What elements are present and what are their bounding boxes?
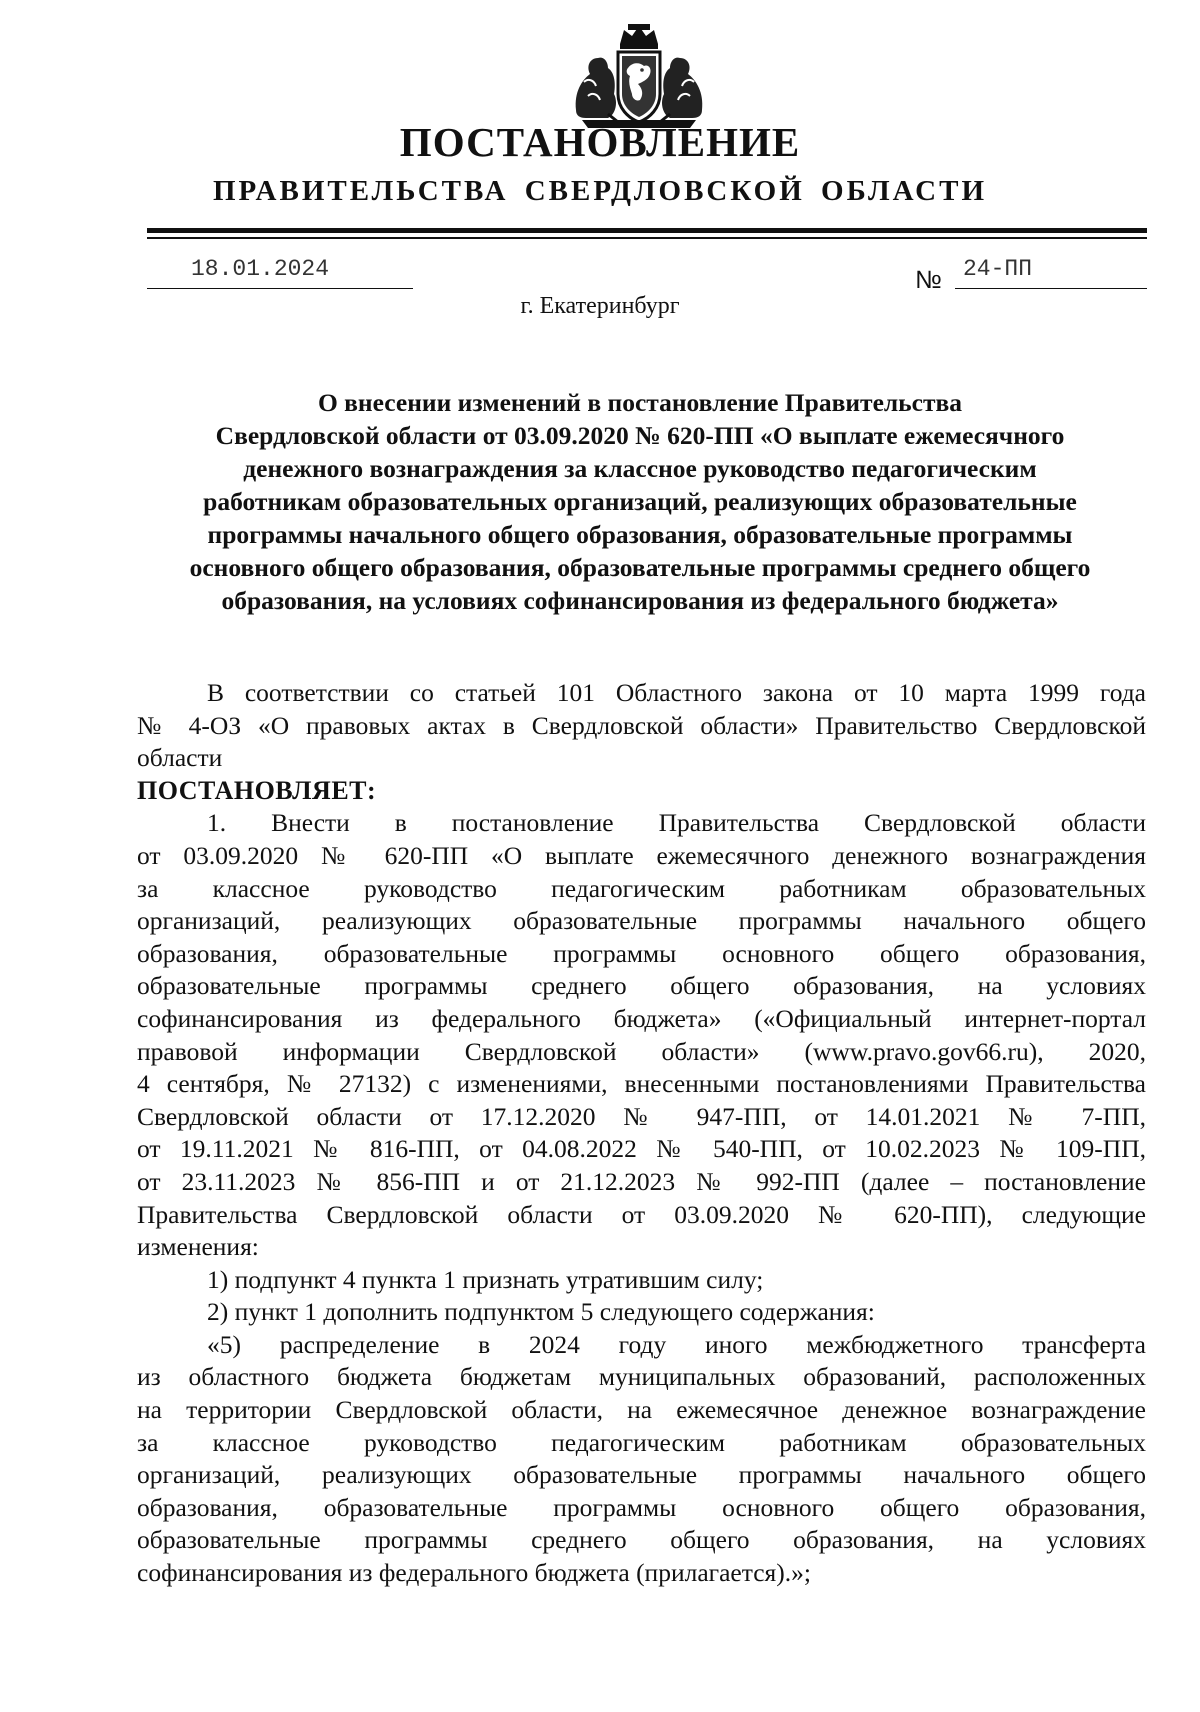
document-body — [137, 677, 1146, 1590]
resolves-heading: ПОСТАНОВЛЯЕТ: — [137, 775, 377, 805]
item-1-line: Свердловской области от 17.12.2020 № 947-ПП, от 14.01.2021 № 7-ПП, — [137, 1101, 1146, 1131]
quote-line: софинансирования из федерального бюджета (прилагается).»; — [137, 1558, 811, 1588]
document-type: ПОСТАНОВЛЕНИЕ — [399, 119, 801, 165]
date-field — [147, 254, 413, 289]
item-1-line: организаций, реализующих образовательные программы начального общего — [137, 906, 1146, 936]
number-sign: № — [915, 266, 942, 294]
subitem-2: 2) пункт 1 дополнить подпунктом 5 следующего содержания: — [207, 1297, 875, 1327]
item-1-line: изменения: — [137, 1232, 259, 1262]
quote-line: образовательные программы среднего общего образования, на условиях — [137, 1525, 1146, 1555]
number-field — [955, 254, 1147, 289]
item-1-line: от 03.09.2020 № 620-ПП «О выплате ежемесячного денежного вознаграждения — [137, 840, 1146, 870]
quote-line: из областного бюджета бюджетам муниципальных образований, расположенных — [137, 1362, 1146, 1392]
quote-line: «5) распределение в 2024 году иного межбюджетного трансферта — [207, 1329, 1146, 1359]
item-1-line: за классное руководство педагогическим работникам образовательных — [137, 873, 1146, 903]
coat-of-arms-icon — [568, 22, 710, 132]
title-line: основного общего образования, образовательные программы среднего общего — [189, 553, 1091, 582]
title-line: программы начального общего образования, образовательные программы — [207, 520, 1073, 549]
title-line: О внесении изменений в постановление Правительства — [317, 388, 963, 417]
quoted-subitem-5 — [137, 1329, 1146, 1590]
document-number: 24-ПП — [963, 256, 1033, 282]
item-1-line: правовой информации Свердловской области» (www.pravo.gov66.ru), 2020, — [137, 1036, 1146, 1066]
item-1 — [137, 807, 1146, 1263]
preamble — [137, 677, 1146, 775]
item-1-line: от 19.11.2021 № 816-ПП, от 04.08.2022 № 540-ПП, от 10.02.2023 № 109-ПП, — [137, 1134, 1146, 1164]
quote-line: организаций, реализующих образовательные программы начального общего — [137, 1460, 1146, 1490]
issuing-authority: ПРАВИТЕЛЬСТВА СВЕРДЛОВСКОЙ ОБЛАСТИ — [212, 175, 988, 207]
item-1-line: 1. Внести в постановление Правительства Свердловской области — [207, 808, 1146, 838]
document-title — [130, 386, 1150, 617]
item-1-line: Правительства Свердловской области от 03.09.2020 № 620-ПП), следующие — [137, 1199, 1146, 1229]
title-line: образования, на условиях софинансирования из федерального бюджета» — [221, 586, 1059, 615]
preamble-line: области — [137, 743, 223, 773]
item-1-line: 4 сентября, № 27132) с изменениями, внесенными постановлениями Правительства — [137, 1069, 1146, 1099]
item-1-line: образовательные программы среднего общего образования, на условиях — [137, 971, 1146, 1001]
header-rule-thin — [147, 237, 1147, 239]
city: г. Екатеринбург — [520, 293, 680, 319]
quote-line: на территории Свердловской области, на ежемесячное денежное вознаграждение — [137, 1395, 1146, 1425]
title-line: работникам образовательных организаций, реализующих образовательные — [203, 487, 1077, 516]
document-date: 18.01.2024 — [191, 256, 330, 282]
quote-line: образования, образовательные программы основного общего образования, — [137, 1492, 1146, 1522]
item-1-line: софинансирования из федерального бюджета» («Официальный интернет-портал — [137, 1003, 1146, 1033]
item-1-line: от 23.11.2023 № 856-ПП и от 21.12.2023 № 992-ПП (далее – постановление — [137, 1166, 1146, 1196]
preamble-line: В соответствии со статьей 101 Областного закона от 10 марта 1999 года — [207, 678, 1146, 707]
preamble-line: № 4-ОЗ «О правовых актах в Свердловской области» Правительство Свердловской — [137, 710, 1146, 740]
title-line: Свердловской области от 03.09.2020 № 620-ПП «О выплате ежемесячного — [215, 421, 1065, 450]
item-1-line: образования, образовательные программы основного общего образования, — [137, 938, 1146, 968]
subitem-1: 1) подпункт 4 пункта 1 признать утратившим силу; — [207, 1264, 764, 1294]
header-rule-thick — [147, 228, 1147, 233]
title-line: денежного вознаграждения за классное руководство педагогическим — [243, 454, 1037, 483]
quote-line: за классное руководство педагогическим работникам образовательных — [137, 1427, 1146, 1457]
